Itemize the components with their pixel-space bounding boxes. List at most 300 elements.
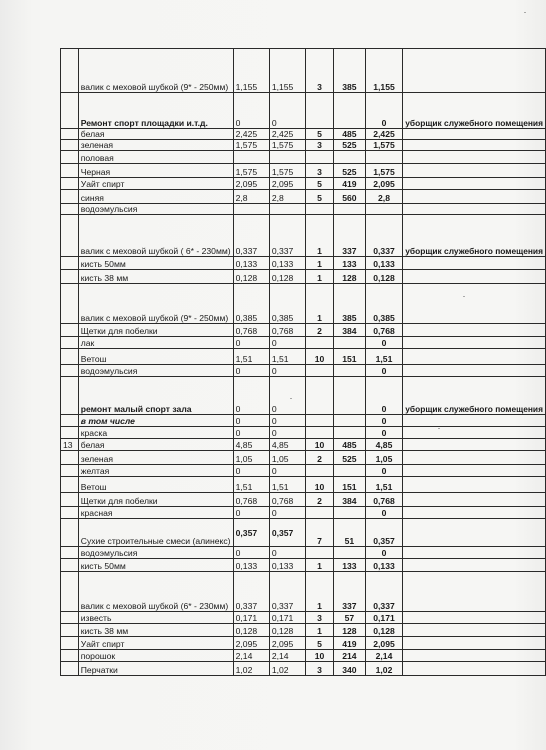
price-cell: 151: [334, 349, 366, 365]
sum-cell: 0: [365, 427, 402, 439]
table-row: [61, 612, 546, 624]
sum-cell: 0,171: [365, 612, 402, 624]
row-number-cell: [61, 377, 79, 415]
item-name-cell: зеленая: [78, 451, 233, 465]
item-name-cell: Перчатки: [78, 662, 233, 676]
table-row: [61, 140, 546, 151]
price-cell: [334, 93, 366, 129]
amount-copy-cell: 4,85: [269, 439, 305, 451]
sum-cell: 1,02: [365, 662, 402, 676]
quantity-cell: 5: [306, 190, 334, 204]
table-row: [61, 270, 546, 284]
row-number-cell: [61, 215, 79, 257]
table-row: [61, 215, 546, 257]
item-name-cell: Уайт спирт: [78, 637, 233, 650]
table-row: [61, 178, 546, 190]
amount-cell: 1,155: [233, 49, 269, 93]
responsible-cell: [403, 439, 546, 451]
amount-copy-cell: 2,095: [269, 637, 305, 650]
price-cell: 151: [334, 477, 366, 493]
row-number-cell: [61, 204, 79, 215]
item-name-cell: Уайт спирт: [78, 178, 233, 190]
item-name-cell: водоэмульсия: [78, 204, 233, 215]
quantity-cell: [306, 547, 334, 559]
amount-copy-cell: 0: [269, 427, 305, 439]
row-number-cell: [61, 415, 79, 427]
quantity-cell: [306, 151, 334, 164]
table-row: [61, 365, 546, 377]
price-cell: [334, 365, 366, 377]
amount-copy-cell: 2,095: [269, 178, 305, 190]
responsible-cell: [403, 190, 546, 204]
table-row: [61, 415, 546, 427]
item-name-cell: валик с меховой шубкой (6* - 230мм): [78, 572, 233, 612]
amount-copy-cell: 0,385: [269, 284, 305, 324]
quantity-cell: 3: [306, 140, 334, 151]
price-cell: [334, 465, 366, 477]
item-name-cell: синяя: [78, 190, 233, 204]
sum-cell: 2,095: [365, 637, 402, 650]
price-cell: 128: [334, 624, 366, 637]
responsible-cell: [403, 572, 546, 612]
amount-cell: [233, 151, 269, 164]
responsible-cell: [403, 270, 546, 284]
quantity-cell: 1: [306, 270, 334, 284]
quantity-cell: 5: [306, 637, 334, 650]
sum-cell: 0,385: [365, 284, 402, 324]
amount-copy-cell: 0,357: [269, 519, 305, 547]
quantity-cell: [306, 377, 334, 415]
responsible-cell: [403, 477, 546, 493]
quantity-cell: 2: [306, 324, 334, 337]
amount-cell: 0,768: [233, 493, 269, 507]
item-name-cell: Ветош: [78, 477, 233, 493]
sum-cell: 2,095: [365, 178, 402, 190]
amount-cell: 2,425: [233, 129, 269, 140]
amount-copy-cell: 1,51: [269, 477, 305, 493]
amount-cell: 1,51: [233, 349, 269, 365]
quantity-cell: [306, 507, 334, 519]
row-number-cell: [61, 465, 79, 477]
quantity-cell: [306, 415, 334, 427]
row-number-cell: [61, 451, 79, 465]
amount-cell: 0: [233, 93, 269, 129]
responsible-cell: уборщик служебного помещения: [403, 377, 546, 415]
row-number-cell: [61, 93, 79, 129]
price-cell: [334, 337, 366, 349]
table-row: [61, 451, 546, 465]
item-name-cell: кисть 38 мм: [78, 624, 233, 637]
responsible-cell: [403, 284, 546, 324]
price-cell: 337: [334, 572, 366, 612]
price-cell: 384: [334, 493, 366, 507]
table-row: [61, 93, 546, 129]
table-row: [61, 477, 546, 493]
amount-cell: 2,8: [233, 190, 269, 204]
amount-copy-cell: 0,337: [269, 215, 305, 257]
row-number-cell: [61, 572, 79, 612]
item-name-cell: белая: [78, 129, 233, 140]
amount-cell: 0: [233, 415, 269, 427]
row-number-cell: [61, 324, 79, 337]
price-cell: 525: [334, 451, 366, 465]
amount-cell: 0: [233, 465, 269, 477]
item-name-cell: порошок: [78, 650, 233, 662]
amount-copy-cell: 1,575: [269, 140, 305, 151]
amount-cell: 2,14: [233, 650, 269, 662]
row-number-cell: [61, 365, 79, 377]
amount-copy-cell: 1,575: [269, 164, 305, 178]
amount-copy-cell: 0: [269, 547, 305, 559]
price-cell: 51: [334, 519, 366, 547]
item-name-cell: Сухие строительные смеси (алинекс): [78, 519, 233, 547]
responsible-cell: [403, 547, 546, 559]
row-number-cell: [61, 547, 79, 559]
quantity-cell: 10: [306, 439, 334, 451]
item-name-cell: Ветош: [78, 349, 233, 365]
row-number-cell: [61, 349, 79, 365]
sum-cell: 4,85: [365, 439, 402, 451]
item-name-cell: желтая: [78, 465, 233, 477]
row-number-cell: [61, 507, 79, 519]
sum-cell: 0: [365, 377, 402, 415]
amount-copy-cell: 0: [269, 377, 305, 415]
sum-cell: 1,575: [365, 164, 402, 178]
price-cell: 128: [334, 270, 366, 284]
row-number-cell: [61, 624, 79, 637]
table-row: [61, 337, 546, 349]
amount-cell: 0,337: [233, 215, 269, 257]
price-cell: 214: [334, 650, 366, 662]
price-cell: 384: [334, 324, 366, 337]
table-row: [61, 284, 546, 324]
amount-copy-cell: 0,133: [269, 257, 305, 270]
table-row: [61, 439, 546, 451]
responsible-cell: [403, 624, 546, 637]
table-row: [61, 507, 546, 519]
price-cell: 525: [334, 164, 366, 178]
sum-cell: 0: [365, 507, 402, 519]
sum-cell: 1,51: [365, 349, 402, 365]
row-number-cell: [61, 190, 79, 204]
quantity-cell: [306, 93, 334, 129]
item-name-cell: валик с меховой шубкой (9* - 250мм): [78, 49, 233, 93]
amount-copy-cell: 0,768: [269, 324, 305, 337]
amount-copy-cell: 0: [269, 507, 305, 519]
amount-copy-cell: [269, 151, 305, 164]
sum-cell: 2,14: [365, 650, 402, 662]
amount-cell: 0,128: [233, 624, 269, 637]
amount-cell: 0: [233, 337, 269, 349]
table-row: [61, 427, 546, 439]
sum-cell: 0: [365, 465, 402, 477]
item-name-cell: валик с меховой шубкой ( 6* - 230мм): [78, 215, 233, 257]
item-name-cell: краска: [78, 427, 233, 439]
item-name-cell: зеленая: [78, 140, 233, 151]
price-cell: 133: [334, 559, 366, 572]
amount-copy-cell: 0,128: [269, 624, 305, 637]
row-number-cell: 13: [61, 439, 79, 451]
table-row: [61, 637, 546, 650]
responsible-cell: [403, 129, 546, 140]
quantity-cell: 1: [306, 257, 334, 270]
row-number-cell: [61, 164, 79, 178]
scan-dot: [524, 12, 526, 13]
responsible-cell: [403, 662, 546, 676]
quantity-cell: [306, 427, 334, 439]
responsible-cell: [403, 164, 546, 178]
price-cell: 419: [334, 637, 366, 650]
row-number-cell: [61, 477, 79, 493]
price-cell: 57: [334, 612, 366, 624]
table-row: [61, 519, 546, 547]
amount-cell: 0,133: [233, 559, 269, 572]
amount-copy-cell: 0: [269, 93, 305, 129]
amount-copy-cell: 0: [269, 365, 305, 377]
quantity-cell: 10: [306, 349, 334, 365]
price-cell: 385: [334, 49, 366, 93]
amount-cell: 2,095: [233, 637, 269, 650]
quantity-cell: 2: [306, 493, 334, 507]
price-cell: 485: [334, 439, 366, 451]
amount-copy-cell: 0: [269, 337, 305, 349]
price-cell: 525: [334, 140, 366, 151]
amount-copy-cell: 2,8: [269, 190, 305, 204]
quantity-cell: 1: [306, 284, 334, 324]
responsible-cell: [403, 427, 546, 439]
price-cell: 419: [334, 178, 366, 190]
amount-copy-cell: 1,51: [269, 349, 305, 365]
amount-cell: 0: [233, 427, 269, 439]
table-row: [61, 257, 546, 270]
table-row: [61, 377, 546, 415]
amount-cell: 4,85: [233, 439, 269, 451]
sum-cell: 0,768: [365, 493, 402, 507]
responsible-cell: [403, 650, 546, 662]
amount-copy-cell: 0,768: [269, 493, 305, 507]
responsible-cell: уборщик служебного помещения: [403, 215, 546, 257]
sum-cell: 0,337: [365, 572, 402, 612]
responsible-cell: [403, 559, 546, 572]
amount-cell: 0,357: [233, 519, 269, 547]
row-number-cell: [61, 427, 79, 439]
amount-cell: 1,575: [233, 140, 269, 151]
item-name-cell: кисть 50мм: [78, 257, 233, 270]
row-number-cell: [61, 140, 79, 151]
price-cell: [334, 377, 366, 415]
responsible-cell: [403, 637, 546, 650]
responsible-cell: [403, 324, 546, 337]
sum-cell: 0,357: [365, 519, 402, 547]
price-cell: 340: [334, 662, 366, 676]
responsible-cell: [403, 365, 546, 377]
sum-cell: 0,768: [365, 324, 402, 337]
quantity-cell: 10: [306, 650, 334, 662]
amount-cell: 0,128: [233, 270, 269, 284]
materials-table: [60, 48, 546, 676]
scan-dot: [438, 428, 440, 429]
price-cell: [334, 204, 366, 215]
responsible-cell: [403, 349, 546, 365]
table-row: [61, 324, 546, 337]
quantity-cell: 3: [306, 49, 334, 93]
amount-cell: 0,133: [233, 257, 269, 270]
item-name-cell: водоэмульсия: [78, 365, 233, 377]
price-cell: 337: [334, 215, 366, 257]
quantity-cell: 3: [306, 164, 334, 178]
quantity-cell: [306, 204, 334, 215]
amount-copy-cell: [269, 204, 305, 215]
item-name-cell: водоэмульсия: [78, 547, 233, 559]
quantity-cell: [306, 465, 334, 477]
row-number-cell: [61, 650, 79, 662]
quantity-cell: 5: [306, 129, 334, 140]
amount-copy-cell: 1,02: [269, 662, 305, 676]
sum-cell: 0: [365, 547, 402, 559]
price-cell: [334, 427, 366, 439]
sum-cell: 1,51: [365, 477, 402, 493]
item-name-cell: белая: [78, 439, 233, 451]
item-name-cell: лак: [78, 337, 233, 349]
amount-cell: 1,575: [233, 164, 269, 178]
item-name-cell: кисть 50мм: [78, 559, 233, 572]
quantity-cell: 1: [306, 572, 334, 612]
amount-copy-cell: 0,171: [269, 612, 305, 624]
item-name-cell: Черная: [78, 164, 233, 178]
row-number-cell: [61, 662, 79, 676]
sum-cell: 2,8: [365, 190, 402, 204]
quantity-cell: [306, 337, 334, 349]
price-cell: 485: [334, 129, 366, 140]
scan-dot: [290, 398, 292, 399]
price-cell: 385: [334, 284, 366, 324]
row-number-cell: [61, 612, 79, 624]
table-row: [61, 164, 546, 178]
table-row: [61, 662, 546, 676]
responsible-cell: [403, 415, 546, 427]
quantity-cell: [306, 365, 334, 377]
sum-cell: 1,575: [365, 140, 402, 151]
price-cell: [334, 415, 366, 427]
sum-cell: 0: [365, 415, 402, 427]
item-name-cell: половая: [78, 151, 233, 164]
amount-copy-cell: 2,14: [269, 650, 305, 662]
table-row: [61, 572, 546, 612]
row-number-cell: [61, 49, 79, 93]
table-row: [61, 49, 546, 93]
row-number-cell: [61, 151, 79, 164]
row-number-cell: [61, 129, 79, 140]
item-name-cell: известь: [78, 612, 233, 624]
amount-cell: 1,51: [233, 477, 269, 493]
responsible-cell: [403, 451, 546, 465]
table-row: [61, 624, 546, 637]
quantity-cell: 10: [306, 477, 334, 493]
quantity-cell: 2: [306, 451, 334, 465]
responsible-cell: [403, 612, 546, 624]
table-row: [61, 151, 546, 164]
row-number-cell: [61, 257, 79, 270]
table-body: [61, 49, 546, 676]
table-row: [61, 349, 546, 365]
amount-cell: 0: [233, 547, 269, 559]
sum-cell: 0: [365, 93, 402, 129]
sum-cell: [365, 204, 402, 215]
sum-cell: 1,05: [365, 451, 402, 465]
amount-cell: 0,385: [233, 284, 269, 324]
amount-copy-cell: 0: [269, 465, 305, 477]
responsible-cell: [403, 519, 546, 547]
amount-copy-cell: 0: [269, 415, 305, 427]
item-name-cell: Ремонт спорт площадки и.т.д.: [78, 93, 233, 129]
quantity-cell: 1: [306, 624, 334, 637]
responsible-cell: [403, 140, 546, 151]
sum-cell: 0,128: [365, 624, 402, 637]
quantity-cell: 7: [306, 519, 334, 547]
row-number-cell: [61, 178, 79, 190]
sum-cell: 0,133: [365, 559, 402, 572]
amount-cell: 1,05: [233, 451, 269, 465]
row-number-cell: [61, 519, 79, 547]
row-number-cell: [61, 284, 79, 324]
sum-cell: 1,155: [365, 49, 402, 93]
amount-cell: 0,337: [233, 572, 269, 612]
table-row: [61, 465, 546, 477]
price-cell: [334, 151, 366, 164]
amount-copy-cell: 0,128: [269, 270, 305, 284]
table-row: [61, 559, 546, 572]
item-name-cell: кисть 38 мм: [78, 270, 233, 284]
item-name-cell: в том числе: [78, 415, 233, 427]
row-number-cell: [61, 637, 79, 650]
table-row: [61, 190, 546, 204]
amount-cell: [233, 204, 269, 215]
responsible-cell: [403, 337, 546, 349]
row-number-cell: [61, 337, 79, 349]
sum-cell: 0,337: [365, 215, 402, 257]
amount-copy-cell: 1,155: [269, 49, 305, 93]
table-row: [61, 204, 546, 215]
item-name-cell: Щетки для побелки: [78, 493, 233, 507]
item-name-cell: Щетки для побелки: [78, 324, 233, 337]
amount-cell: 0: [233, 365, 269, 377]
table-row: [61, 493, 546, 507]
responsible-cell: [403, 465, 546, 477]
price-cell: 560: [334, 190, 366, 204]
price-cell: 133: [334, 257, 366, 270]
quantity-cell: 1: [306, 215, 334, 257]
table-row: [61, 129, 546, 140]
responsible-cell: уборщик служебного помещения: [403, 93, 546, 129]
responsible-cell: [403, 257, 546, 270]
responsible-cell: [403, 507, 546, 519]
amount-cell: 2,095: [233, 178, 269, 190]
scan-dot: [463, 296, 465, 297]
amount-copy-cell: 0,133: [269, 559, 305, 572]
amount-copy-cell: 2,425: [269, 129, 305, 140]
table-row: [61, 650, 546, 662]
responsible-cell: [403, 204, 546, 215]
row-number-cell: [61, 270, 79, 284]
sum-cell: 0: [365, 365, 402, 377]
amount-cell: 1,02: [233, 662, 269, 676]
responsible-cell: [403, 178, 546, 190]
quantity-cell: 3: [306, 612, 334, 624]
quantity-cell: 3: [306, 662, 334, 676]
sum-cell: 0,133: [365, 257, 402, 270]
amount-cell: 0: [233, 507, 269, 519]
amount-copy-cell: 0,337: [269, 572, 305, 612]
